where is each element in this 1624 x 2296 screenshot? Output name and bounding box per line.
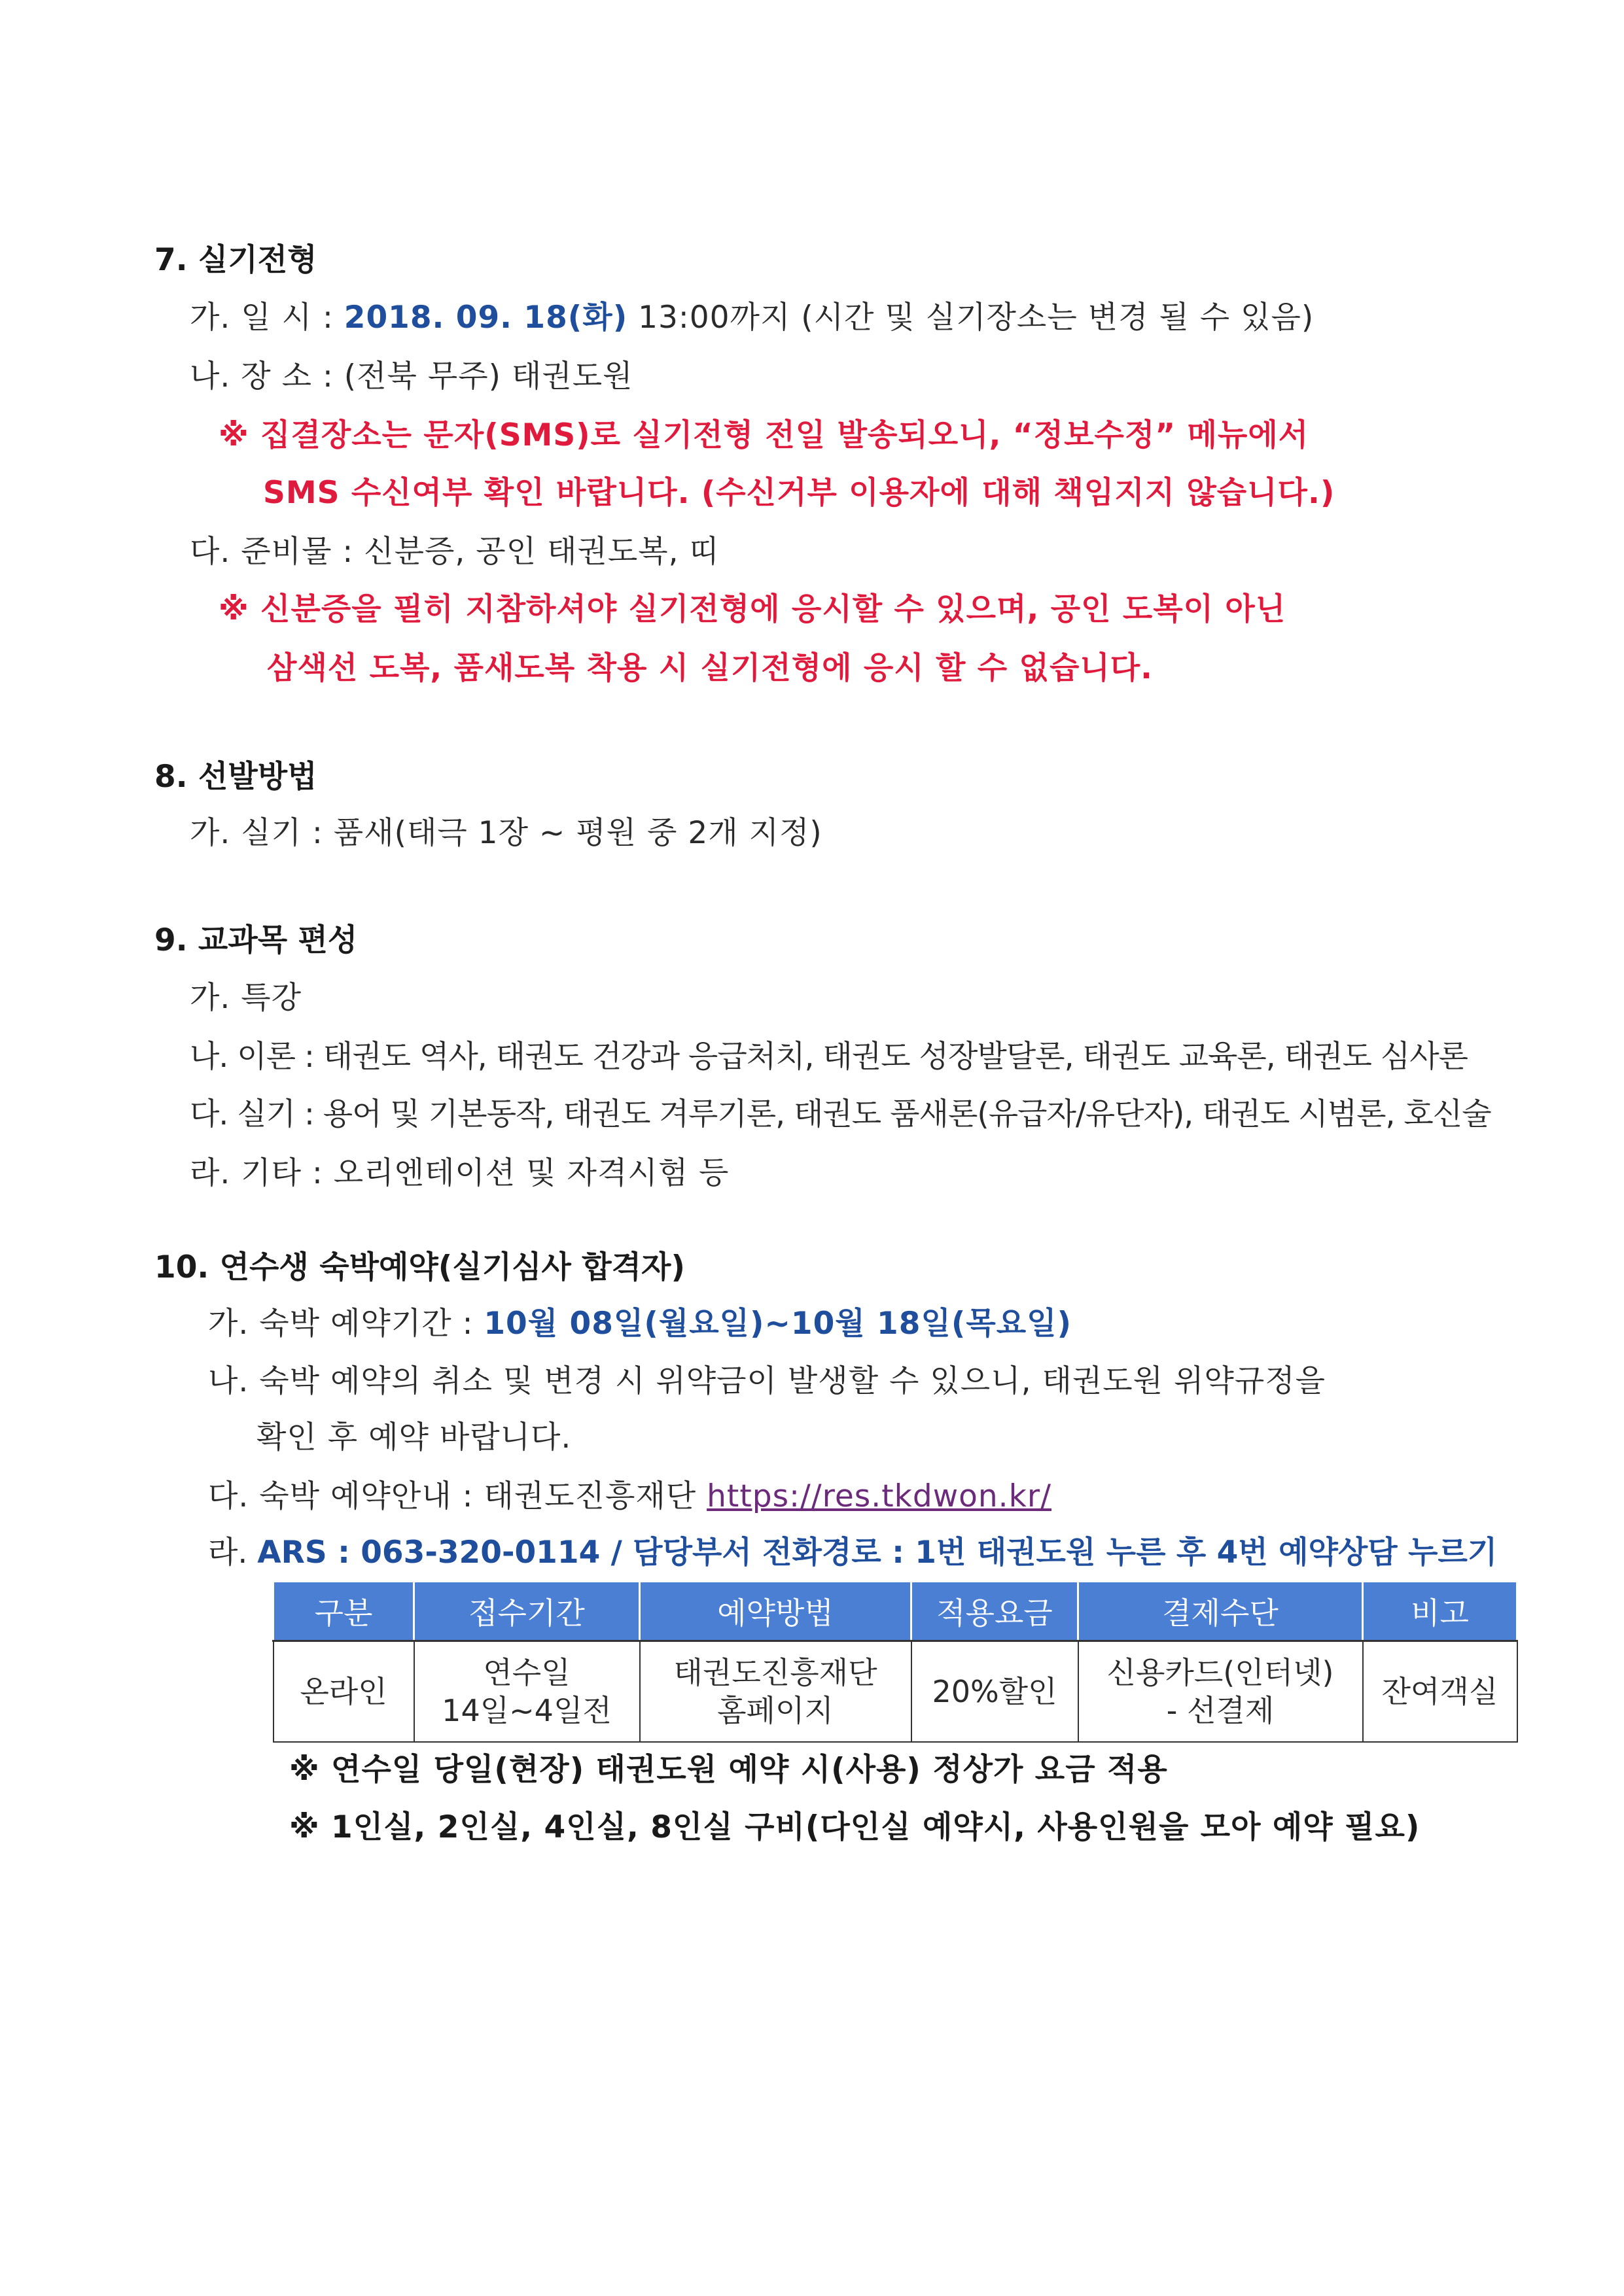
selection-method-line: 가. 실기 : 품새(태극 1장 ~ 평원 중 2개 지정): [190, 815, 822, 851]
header-method: 예약방법: [640, 1582, 911, 1641]
header-category: 구분: [274, 1582, 414, 1641]
table-row: [274, 1641, 1517, 1743]
curriculum-practice: 다. 실기 : 용어 및 기본동작, 태권도 겨루기론, 태권도 품새론(유급자/유단자), 태권도 시범론, 호신술: [190, 1096, 1491, 1132]
assembly-notice-line2: SMS 수신여부 확인 바랍니다. (수신거부 이용자에 대해 책임지지 않습니다.): [263, 475, 1335, 511]
prep-items-line: 다. 준비물 : 신분증, 공인 태권도복, 띠: [190, 534, 720, 570]
curriculum-theory: 나. 이론 : 태권도 역사, 태권도 건강과 응급처치, 태권도 성장발달론, 태권도 교육론, 태권도 심사론: [190, 1039, 1468, 1075]
cell-fee: 20%할인: [911, 1641, 1078, 1743]
curriculum-special: 가. 특강: [190, 980, 302, 1016]
cell-period-line1: 연수일: [483, 1655, 571, 1690]
booking-period-line: [208, 1299, 1072, 1343]
cell-method-line2: 홈페이지: [717, 1693, 834, 1728]
section-7-title: 7. 실기전형: [154, 242, 317, 278]
booking-period-label: 가. 숙박 예약기간 :: [208, 1306, 484, 1342]
ars-line: [208, 1528, 1497, 1572]
section-10-title: 10. 연수생 숙박예약(실기심사 합격자): [154, 1249, 685, 1285]
section-9-title: 9. 교과목 편성: [154, 922, 358, 958]
cancel-policy-line2: 확인 후 예약 바랍니다.: [256, 1419, 572, 1455]
header-fee: 적용요금: [911, 1582, 1078, 1641]
cell-method: [640, 1641, 911, 1743]
exam-date-note: 13:00까지 (시간 및 실기장소는 변경 될 수 있음): [627, 300, 1315, 336]
id-notice-line2: 삼색선 도복, 품새도복 착용 시 실기전형에 응시 할 수 없습니다.: [267, 650, 1154, 686]
cancel-policy-line1: 나. 숙박 예약의 취소 및 변경 시 위약금이 발생할 수 있으니, 태권도원 위약규정을: [208, 1363, 1326, 1399]
cell-payment: [1078, 1641, 1363, 1743]
curriculum-other: 라. 기타 : 오리엔테이션 및 자격시험 등: [190, 1155, 730, 1191]
table-header-row: [274, 1582, 1517, 1641]
exam-date-value: 2018. 09. 18(화): [344, 300, 628, 336]
cell-category: 온라인: [274, 1641, 414, 1743]
booking-period-value: 10월 08일(월요일)~10월 18일(목요일): [484, 1306, 1072, 1342]
ars-value: ARS : 063-320-0114 / 담당부서 전화경로 : 1번 태권도원 누른 후 4번 예약상담 누르기: [257, 1535, 1498, 1571]
exam-place-line: 나. 장 소 : (전북 무주) 태권도원: [190, 358, 633, 394]
cell-payment-line1: 신용카드(인터넷): [1106, 1655, 1334, 1690]
exam-date-line: [190, 293, 1314, 337]
exam-date-label: 가. 일 시 :: [190, 300, 344, 336]
id-notice-line1: ※ 신분증을 필히 지참하셔야 실기전형에 응시할 수 있으며, 공인 도복이 아닌: [219, 591, 1286, 627]
header-remark: 비고: [1363, 1582, 1517, 1641]
cell-remark: 잔여객실: [1363, 1641, 1517, 1743]
onsite-booking-note: ※ 연수일 당일(현장) 태권도원 예약 시(사용) 정상가 요금 적용: [289, 1752, 1168, 1788]
reservation-table: [272, 1580, 1518, 1743]
cell-method-line1: 태권도진흥재단: [673, 1655, 877, 1690]
header-period: 접수기간: [414, 1582, 640, 1641]
cell-period-line2: 14일~4일전: [442, 1693, 612, 1728]
booking-site-link[interactable]: https://res.tkdwon.kr/: [707, 1478, 1051, 1514]
room-types-note: ※ 1인실, 2인실, 4인실, 8인실 구비(다인실 예약시, 사용인원을 모아 예약 필요): [289, 1809, 1421, 1845]
booking-guide-label: 다. 숙박 예약안내 : 태권도진흥재단: [208, 1478, 707, 1514]
ars-prefix: 라.: [208, 1535, 258, 1571]
header-payment: 결제수단: [1078, 1582, 1363, 1641]
section-8-title: 8. 선발방법: [154, 759, 317, 795]
cell-period: [414, 1641, 640, 1743]
assembly-notice-line1: ※ 집결장소는 문자(SMS)로 실기전형 전일 발송되오니, “정보수정” 메뉴에서: [219, 417, 1309, 453]
cell-payment-line2: - 선결제: [1166, 1693, 1275, 1728]
booking-guide-line: [208, 1472, 1051, 1516]
